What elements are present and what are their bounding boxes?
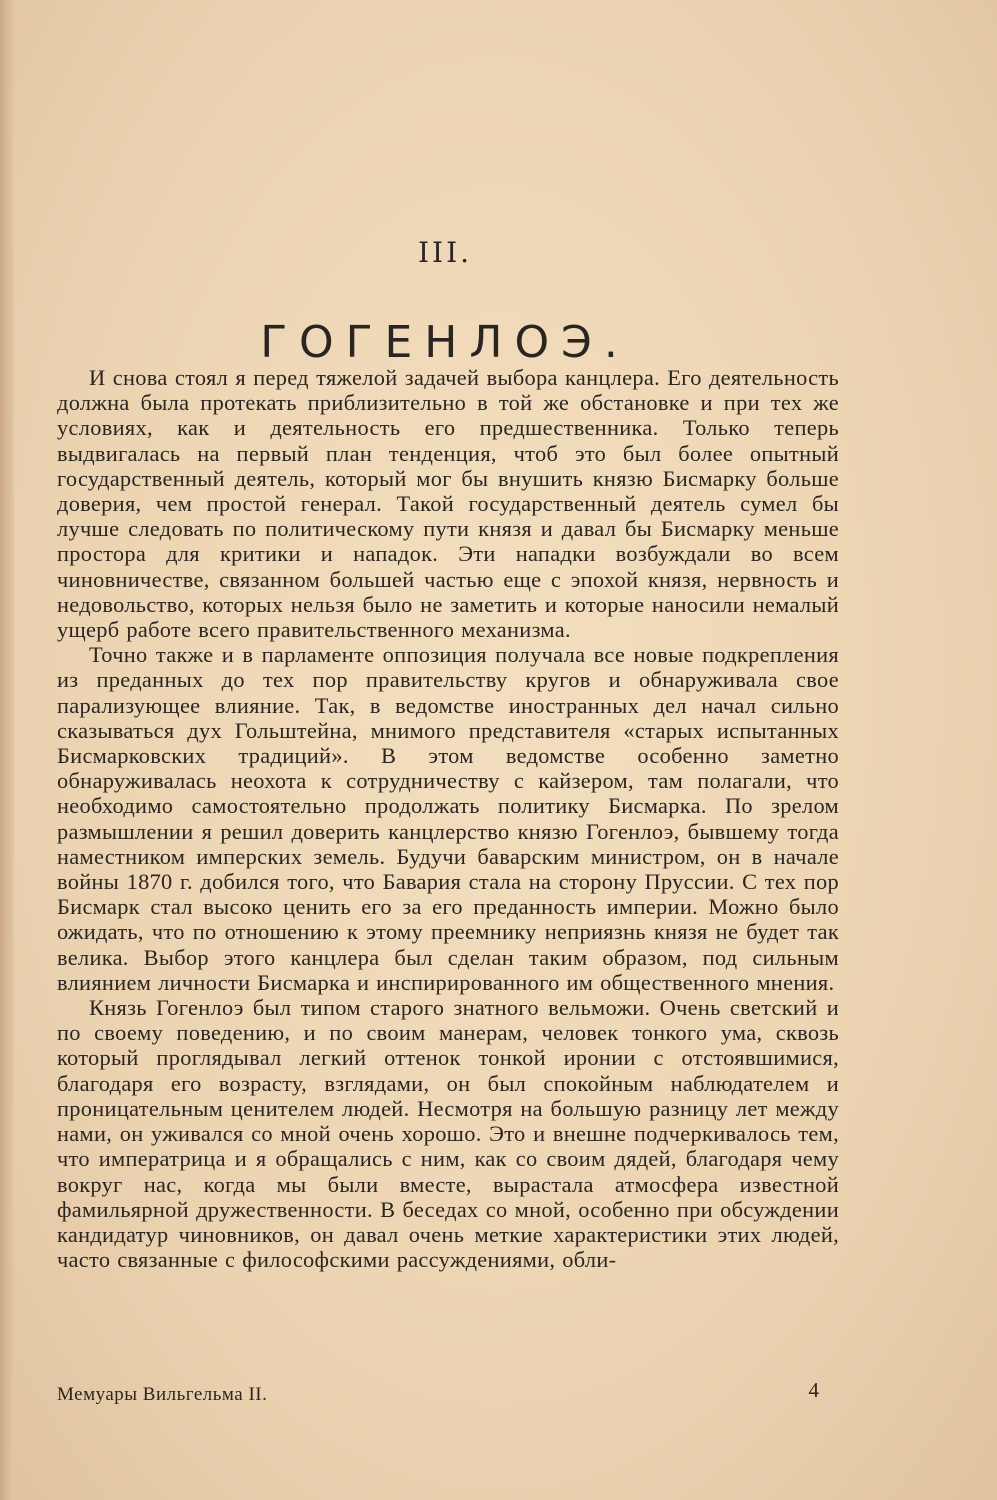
page-number: 4 — [808, 1378, 819, 1402]
body-text — [57, 365, 839, 1272]
running-footer-title: Мемуары Вильгельма II. — [57, 1384, 268, 1405]
paragraph-3: Князь Гогенлоэ был типом старого знатного вельможи. Очень светский и по своему поведению, и по своим манерам, человек тонкого ума, сквозь который проглядывал легкий оттенок тонкой иронии с отстоявшимися, благодаря его возрасту, взглядами, он был спокойным наблюдателем и проницательным ценителем людей. Несмотря на большую разницу лет между нами, он уживался со мной очень хорошо. Это и внешне подчеркивалось тем, что императрица и я обращались с ним, как со своим дядей, благодаря чему вокруг нас, когда мы были вместе, вырастала атмосфера известной фамильярной дружественности. В беседах со мной, особенно при обсуждении кандидатур чиновников, он давал очень меткие характеристики этих людей, часто связанные с философскими рассуждениями, обли- — [57, 995, 839, 1273]
paragraph-2: Точно также и в парламенте оппозиция получала все новые подкрепления из преданных до тех пор правительству кругов и обнаруживала свое парализующее влияние. Так, в ведомстве иностранных дел начал сильно сказываться дух Гольштейна, мнимого представителя «старых испытанных Бисмарковских традиций». В этом ведомстве особенно заметно обнаруживалась неохота к сотрудничеству с кайзером, там полагали, что необходимо самостоятельно продолжать политику Бисмарка. По зрелом размышлении я решил доверить канцлерство князю Гогенлоэ, бывшему тогда наместником имперских земель. Будучи баварским министром, он в начале войны 1870 г. добился того, что Бавария стала на сторону Пруссии. С тех пор Бисмарк стал высоко ценить его за его преданность империи. Можно было ожидать, что по отношению к этому преемнику неприязнь князя не будет так велика. Выбор этого канцлера был сделан таким образом, под сильным влиянием личности Бисмарка и инспирированного им общественного мнения. — [57, 642, 839, 995]
page-edge — [0, 0, 14, 1500]
paragraph-1: И снова стоял я перед тяжелой задачей выбора канцлера. Его деятельность должна была протекать приблизительно в той же обстановке и при тех же условиях, как и деятельность его предшественника. Только теперь выдвигалась на первый план тенденция, чтоб это был более опытный государственный деятель, который мог бы внушить князю Бисмарку больше доверия, чем простой генерал. Такой государственный деятель сумел бы лучше следовать по политическому пути князя и давал бы Бисмарку меньше простора для критики и нападок. Эти нападки возбуждали во всем чиновничестве, связанном большей частью еще с эпохой князя, нервность и недовольство, которых нельзя было не заметить и которые наносили немалый ущерб работе всего правительственного механизма. — [57, 365, 839, 643]
chapter-title: ГОГЕНЛОЭ. — [260, 317, 630, 369]
chapter-number: III. — [417, 236, 473, 269]
